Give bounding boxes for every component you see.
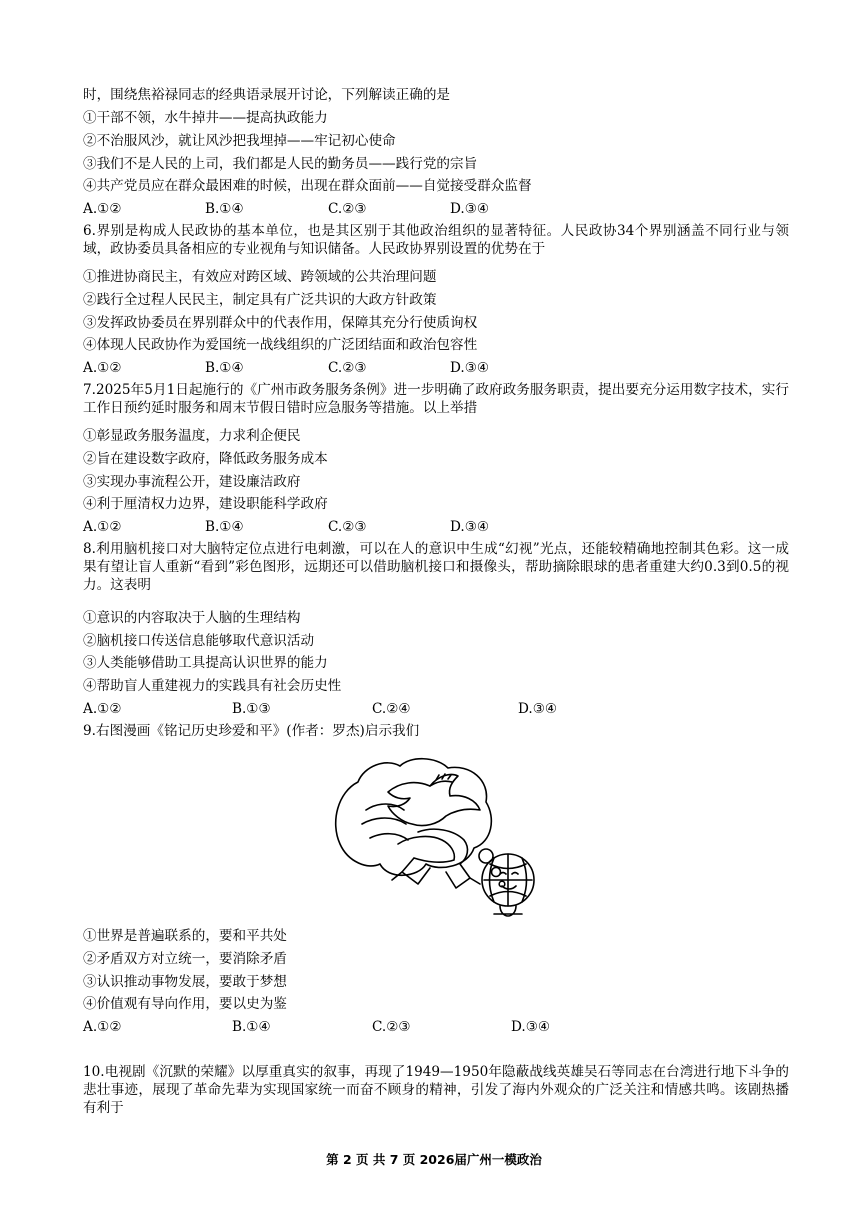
q9-item-3: ③认识推动事物发展，要敢于梦想 xyxy=(83,974,287,990)
q5-item-1: ①干部不领，水牛掉井——提高执政能力 xyxy=(83,110,328,126)
q6-item-3: ③发挥政协委员在界别群众中的代表作用，保障其充分行使质询权 xyxy=(83,315,478,331)
q7-options xyxy=(83,518,643,536)
q6-option-c: C.②③ xyxy=(328,360,367,376)
q5-option-a: A.①② xyxy=(83,201,122,217)
q8-item-4: ④帮助盲人重建视力的实践具有社会历史性 xyxy=(83,678,342,694)
q6-stem: 6.界别是构成人民政协的基本单位，也是其区别于其他政治组织的显著特征。人民政协34个界别涵盖不同行业与领域，政协委员具备相应的专业视角与知识储备。人民政协界别设置的优势在于 xyxy=(83,223,789,257)
q7-item-3: ③实现办事流程公开，建设廉洁政府 xyxy=(83,474,301,490)
q8-options xyxy=(83,700,643,718)
q5-options xyxy=(83,200,643,218)
olive-branch-icon xyxy=(430,774,452,786)
q10-stem: 10.电视剧《沉默的荣耀》以厚重真实的叙事，再现了1949—1950年隐蔽战线英雄吴石等同志在台湾进行地下斗争的悲壮事迹，展现了革命先辈为实现国家统一而奋不顾身的精神，引发了海内外观众的广泛关注和情感共鸣。该剧热播有利于 xyxy=(83,1064,789,1116)
q8-option-d: D.③④ xyxy=(518,701,558,717)
q9-options xyxy=(83,1018,643,1036)
q6-item-1: ①推进协商民主，有效应对跨区域、跨领域的公共治理问题 xyxy=(83,269,437,285)
q7-option-b: B.①④ xyxy=(205,519,244,535)
q6-item-2: ②践行全过程人民民主，制定具有广泛共识的大政方针政策 xyxy=(83,292,437,308)
q7-stem: 7.2025年5月1日起施行的《广州市政务服务条例》进一步明确了政府政务服务职责，提出要充分运用数字技术，实行工作日预约延时服务和周末节假日错时应急服务等措施。以上举措 xyxy=(83,382,789,416)
q9-option-b: B.①④ xyxy=(232,1019,271,1035)
dove-icon xyxy=(388,774,480,825)
q6-option-a: A.①② xyxy=(83,360,122,376)
q5-option-b: B.①④ xyxy=(205,201,244,217)
q5-stem: 时，围绕焦裕禄同志的经典语录展开讨论，下列解读正确的是 xyxy=(83,87,451,103)
q8-option-c: C.②④ xyxy=(372,701,411,717)
q6-option-d: D.③④ xyxy=(450,360,490,376)
q7-item-4: ④利于厘清权力边界，建设职能科学政府 xyxy=(83,496,328,512)
q9-stem: 9.右图漫画《铭记历史珍爱和平》(作者：罗杰)启示我们 xyxy=(83,723,420,739)
q7-option-c: C.②③ xyxy=(328,519,367,535)
q9-item-1: ①世界是普遍联系的，要和平共处 xyxy=(83,928,287,944)
q7-item-1: ①彰显政务服务温度，力求利企便民 xyxy=(83,428,301,444)
q8-option-b: B.①③ xyxy=(232,701,271,717)
q8-option-a: A.①② xyxy=(83,701,122,717)
q9-item-2: ②矛盾双方对立统一，要消除矛盾 xyxy=(83,951,287,967)
q9-item-4: ④价值观有导向作用，要以史为鉴 xyxy=(83,996,287,1012)
q5-item-2: ②不治服风沙，就让风沙把我埋掉——牢记初心使命 xyxy=(83,133,396,149)
q7-option-a: A.①② xyxy=(83,519,122,535)
q8-item-3: ③人类能够借助工具提高认识世界的能力 xyxy=(83,655,328,671)
q5-item-4: ④共产党员应在群众最困难的时候，出现在群众面前——自觉接受群众监督 xyxy=(83,178,532,194)
q5-option-d: D.③④ xyxy=(450,201,490,217)
q5-option-c: C.②③ xyxy=(328,201,367,217)
q5-item-3: ③我们不是人民的上司，我们都是人民的勤务员——践行党的宗旨 xyxy=(83,156,478,172)
clasped-hands-icon xyxy=(398,829,470,888)
q6-item-4: ④体现人民政协作为爱国统一战线组织的广泛团结面和政治包容性 xyxy=(83,337,478,353)
q6-options xyxy=(83,359,643,377)
q6-option-b: B.①④ xyxy=(205,360,244,376)
q9-option-c: C.②③ xyxy=(372,1019,411,1035)
q7-item-2: ②旨在建设数字政府，降低政务服务成本 xyxy=(83,451,328,467)
page-footer: 第 2 页 共 7 页 2026届广州一模政治 xyxy=(326,1152,542,1167)
q9-option-d: D.③④ xyxy=(511,1019,551,1035)
q8-item-2: ②脑机接口传送信息能够取代意识活动 xyxy=(83,633,315,649)
q8-stem: 8.利用脑机接口对大脑特定位点进行电刺激，可以在人的意识中生成“幻视”光点，还能较精确地控制其色彩。这一成果有望让盲人重新“看到”彩色图形，远期还可以借助脑机接口和摄像头，帮助摘除眼球的患者重建大约0.3到0.5的视力。这表明 xyxy=(83,541,789,593)
q7-option-d: D.③④ xyxy=(450,519,490,535)
q8-item-1: ①意识的内容取决于人脑的生理结构 xyxy=(83,610,301,626)
peace-cartoon-image xyxy=(318,752,574,918)
q9-option-a: A.①② xyxy=(83,1019,122,1035)
